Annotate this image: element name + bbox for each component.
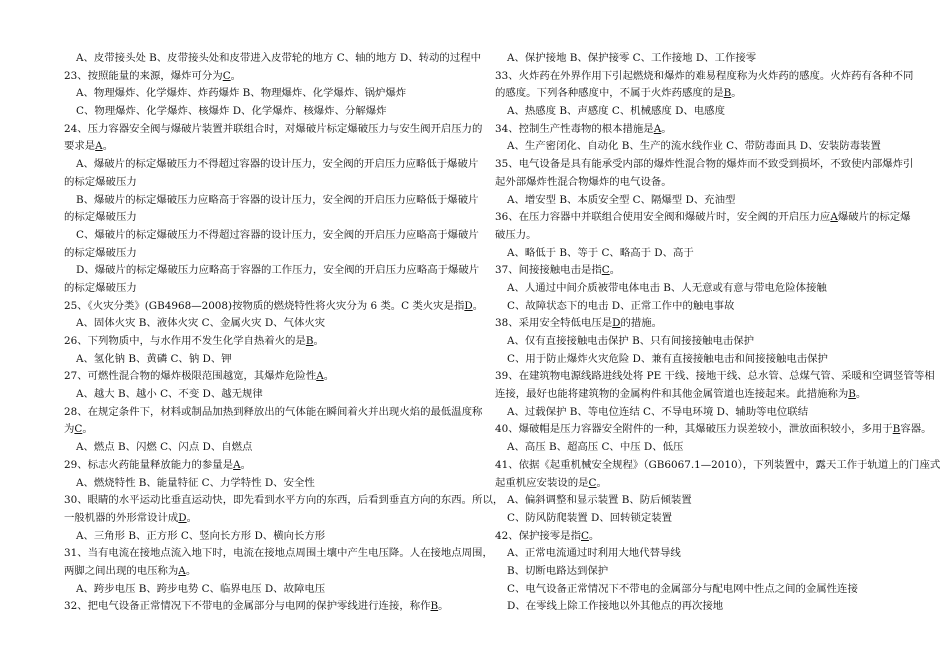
left-column	[64, 50, 504, 616]
text-line: C、物理爆炸、化学爆炸、核爆炸 D、化学爆炸、核爆炸、分解爆炸	[76, 105, 387, 118]
text-line: D、在零线上除工作接地以外其他点的再次接地	[507, 600, 724, 613]
answer-letter: B	[892, 423, 901, 436]
text-line: A、热感度 B、声感度 C、机械感度 D、电感度	[507, 105, 725, 118]
answer-letter: A	[233, 458, 241, 471]
question-text: 29、标志火药能量释放能力的参量是	[64, 458, 234, 471]
text-line	[495, 475, 905, 493]
text-line: C、防风防爬装置 D、回转锁定装置	[507, 511, 673, 524]
question-text: 为	[64, 423, 75, 436]
text-line: 28、在规定条件下，材料或制品加热到释放出的气体能在瞬间着火并出现火焰的最低温度称	[64, 405, 483, 418]
text-line: A、仅有直接接触电击保护 B、只有间接接触电击保护	[507, 335, 755, 347]
answer-letter: C	[222, 69, 231, 82]
question-text: 。	[661, 122, 672, 135]
question-text: 27、可燃性混合物的爆炸极限范围越宽，其爆炸危险性	[64, 370, 317, 383]
text-line: A、爆破片的标定爆破压力不得超过容器的设计压力，安全阀的开启压力应略低于爆破片	[76, 158, 479, 171]
question-text: 连接，最好也能将建筑物的金属构件和其他金属管道也连接起来。此措施称为	[495, 388, 849, 401]
answer-letter: D	[464, 299, 473, 312]
text-line: 30、眼睛的水平运动比垂直运动快，即先看到水平方向的东西，后看到垂直方向的东西。所以，	[64, 494, 504, 507]
question-text: 。	[186, 511, 198, 524]
text-line	[64, 68, 474, 86]
answer-letter: A	[653, 122, 662, 135]
text-line	[64, 510, 474, 528]
text-line: 的标定爆破压力	[64, 211, 137, 224]
question-text: 容器。	[900, 423, 932, 436]
question-text: 。	[313, 335, 324, 347]
text-line	[495, 121, 905, 139]
question-text: 。	[102, 140, 114, 153]
text-line: A、人通过中间介质被带电体电击 B、人无意或有意与带电危险体接触	[507, 281, 827, 294]
answer-letter: B	[305, 335, 314, 347]
question-text: 。	[596, 476, 607, 489]
text-line	[495, 209, 911, 227]
question-text: 的感度。下列各种感度中，不属于火炸药感度的是	[495, 87, 724, 100]
text-line	[64, 138, 474, 156]
question-text: 。	[82, 423, 93, 436]
text-line: A、生产密闭化、自动化 B、生产的流水线作业 C、带防毒面具 D、安装防毒装置	[507, 140, 881, 153]
text-line: 的标定爆破压力	[64, 246, 137, 259]
text-line: A、偏斜调整和显示装置 B、防后倾装置	[507, 494, 692, 507]
text-line	[495, 386, 905, 404]
answer-letter: C	[74, 423, 83, 436]
answer-letter: B	[848, 388, 856, 401]
text-line: A、高压 B、超高压 C、中压 D、低压	[507, 441, 684, 454]
question-text: 。	[731, 87, 742, 100]
question-text: 。	[588, 529, 600, 542]
question-text: 。	[472, 299, 484, 312]
text-line: 24、压力容器安全阀与爆破片装置并联组合时，对爆破片标定爆破压力与安生阀开启压力的	[64, 122, 483, 135]
text-line	[64, 421, 474, 439]
text-line: B、爆破片的标定爆破压力应略高于容器的设计压力，安全阀的开启压力应略低于爆破片	[76, 193, 479, 206]
text-line: A、物理爆炸、化学爆炸、炸药爆炸 B、物理爆炸、化学爆炸、锅炉爆炸	[76, 87, 407, 100]
answer-letter: B	[723, 87, 732, 100]
answer-letter: C	[580, 529, 589, 542]
text-line: A、皮带接头处 B、皮带接头处和皮带进入皮带轮的地方 C、轴的地方 D、转动的过程中	[76, 52, 481, 64]
question-text: 37、间接接触电击是指	[495, 264, 602, 277]
text-line: A、增安型 B、本质安全型 C、隔爆型 D、充油型	[507, 193, 736, 206]
text-line: 39、在建筑物电源线路进线处将 PE 干线、接地干线、总水管、总煤气管、采暖和空调竖管等相	[495, 370, 935, 383]
answer-letter: C	[588, 476, 597, 489]
text-line	[64, 333, 474, 351]
question-text: 起重机应安装设的是	[495, 476, 589, 489]
text-line	[495, 262, 905, 280]
answer-letter: C	[601, 264, 610, 277]
text-line: A、过载保护 B、等电位连结 C、不导电环境 D、辅助等电位联结	[507, 405, 809, 418]
question-text: 38、采用安全特低电压是	[495, 317, 613, 330]
answer-letter: D	[178, 511, 187, 524]
question-text: 一般机器的外形常设计成	[64, 511, 179, 524]
text-line: A、氢化钠 B、黄磷 C、钠 D、钾	[76, 352, 232, 365]
question-text: 。	[323, 370, 335, 383]
text-line: A、保护接地 B、保护接零 C、工作接地 D、工作接零	[507, 52, 757, 64]
question-text: 32、把电气设备正常情况下不带电的金属部分与电网的保护零线进行连接，称作	[64, 600, 431, 613]
right-column	[495, 50, 941, 616]
answer-letter: A	[830, 211, 838, 224]
text-line: A、略低于 B、等于 C、略高于 D、高于	[507, 246, 694, 259]
question-text: 25、《火灾分类》(GB4968—2008)按物质的燃烧特性将火灾分为 6 类。C 类火灾是指	[64, 299, 465, 312]
text-line: A、燃烧特性 B、能量特征 C、力学特性 D、安全性	[76, 476, 315, 489]
question-text: 两脚之间出现的电压称为	[64, 564, 179, 577]
answer-letter: A	[95, 140, 103, 153]
question-text: 。	[230, 69, 242, 82]
text-line: A、跨步电压 B、跨步电势 C、临界电压 D、故障电压	[76, 582, 326, 595]
text-line	[64, 298, 484, 316]
question-text: 40、爆破帽是压力容器安全附件的一种，其爆破压力误差较小，泄放面积较小，多用于	[495, 423, 893, 436]
text-line: C、用于防止爆炸火灾危险 D、兼有直接接触电击和间接接触电击保护	[507, 352, 828, 365]
question-text: 。	[855, 388, 867, 401]
text-line: 的标定爆破压力	[64, 175, 137, 188]
text-line: 的标定爆破压力	[64, 281, 137, 294]
answer-letter: B	[430, 600, 439, 613]
answer-letter: D	[612, 317, 621, 330]
question-text: 。	[240, 458, 251, 471]
text-line: D、爆破片的标定爆破压力应略高于容器的工作压力，安全阀的开启压力应略高于爆破片	[76, 264, 480, 277]
question-text: 爆破片的标定爆	[837, 211, 911, 224]
text-line	[64, 457, 474, 475]
text-line	[64, 368, 474, 386]
question-text: 42、保护接零是指	[495, 529, 581, 542]
text-line: 33、火炸药在外界作用下引起燃烧和爆炸的难易程度称为火炸药的感度。火炸药有各种不同	[495, 69, 914, 82]
text-line: 41、依据《起重机械安全规程》（GB6067.1—2010），下列装置中，露天工作于轨道上的门座式	[495, 458, 941, 471]
text-line	[64, 598, 474, 616]
question-text: 26、下列物质中，与水作用不发生化学自热着火的是	[64, 335, 306, 347]
question-text: 23、按照能量的来源，爆炸可分为	[64, 69, 223, 82]
answer-letter: A	[316, 370, 324, 383]
text-line	[495, 315, 905, 333]
question-text: 的措施。	[620, 317, 663, 330]
question-text: 要求是	[64, 140, 96, 153]
text-line: 35、电气设备是具有能承受内部的爆炸性混合物的爆炸而不致受到损坏，不致使内部爆炸引	[495, 158, 914, 171]
text-line: A、三角形 B、正方形 C、竖向长方形 D、横向长方形	[76, 529, 326, 542]
text-line: C、故障状态下的电击 D、正常工作中的触电事故	[507, 299, 735, 312]
text-line: A、正常电流通过时利用大地代替导线	[507, 547, 681, 560]
answer-letter: A	[178, 564, 186, 577]
question-text: 。	[438, 600, 449, 613]
text-line: 破压力。	[495, 228, 537, 241]
question-text: 34、控制生产性毒物的根本措施是	[495, 122, 654, 135]
text-line: C、爆破片的标定爆破压力不得超过容器的设计压力，安全阀的开启压力应略高于爆破片	[76, 228, 479, 241]
text-line: A、燃点 B、闪燃 C、闪点 D、自燃点	[76, 441, 253, 454]
text-line: 31、当有电流在接地点流入地下时，电流在接地点周围土壤中产生电压降。人在接地点周围，	[64, 547, 493, 560]
text-line: A、越大 B、越小 C、不变 D、越无规律	[76, 388, 263, 401]
text-line: C、电气设备正常情况下不带电的金属部分与配电网中性点之间的金属性连接	[507, 582, 858, 595]
text-line: 起外部爆炸性混合物爆炸的电气设备。	[495, 175, 672, 188]
text-line	[495, 85, 905, 103]
text-line	[495, 528, 905, 546]
text-line	[64, 563, 474, 581]
question-text: 36、在压力容器中并联组合使用安全阀和爆破片时，安全阀的开启压力应	[495, 211, 831, 224]
text-line: B、切断电路达到保护	[507, 564, 609, 577]
question-text: 。	[609, 264, 621, 277]
question-text: 。	[185, 564, 197, 577]
text-line	[495, 421, 932, 439]
text-line: A、固体火灾 B、液体火灾 C、金属火灾 D、气体火灾	[76, 317, 326, 330]
